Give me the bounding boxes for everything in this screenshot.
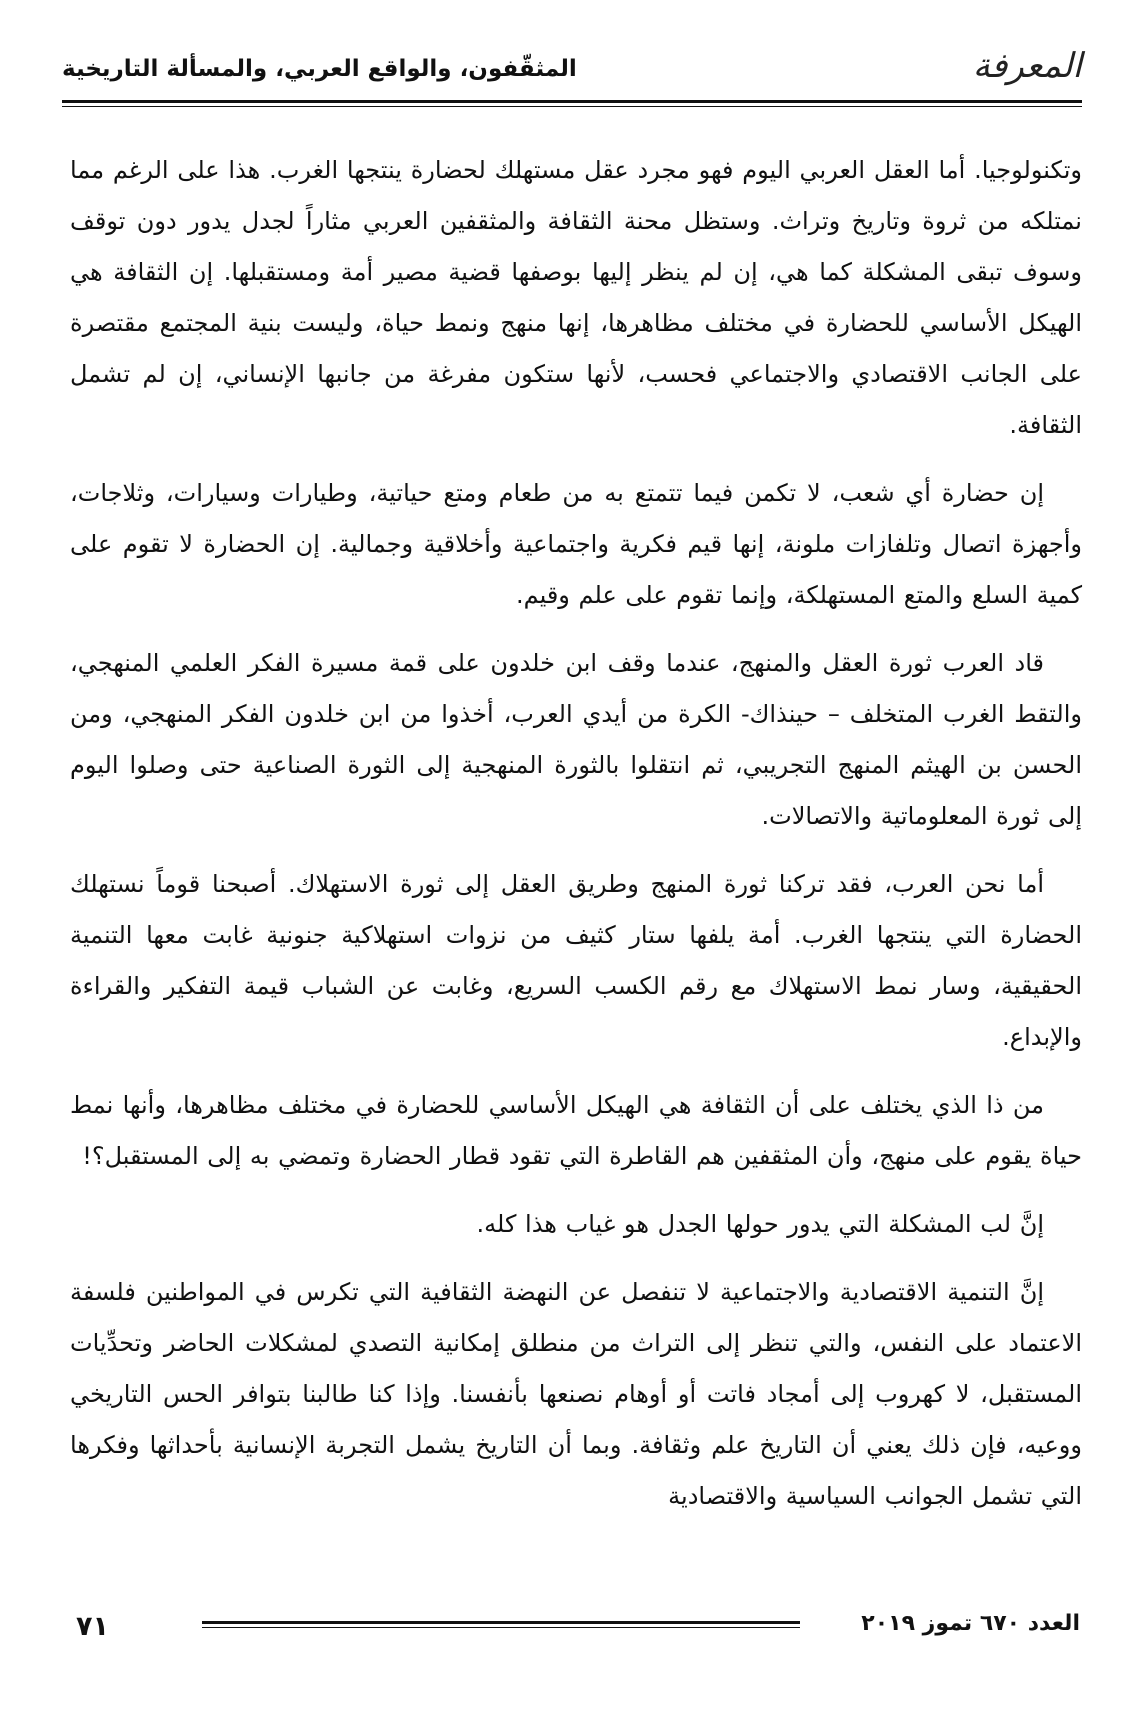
issue-info: العدد ٦٧٠ تموز ٢٠١٩ xyxy=(861,1611,1080,1636)
paragraph-4: أما نحن العرب، فقد تركنا ثورة المنهج وطريق العقل إلى ثورة الاستهلاك. أصبحنا قوماً نستهلك الحضارة التي ينتجها الغرب. أمة يلفها ستار كثيف من نزوات استهلاكية جنونية غابت معها التنمية الحقيقية، وسار نمط الاستهلاك مع رقم الكسب السريع، وغابت عن الشباب قيمة التفكير والقراءة والإبداع. xyxy=(70,870,1082,1051)
paragraph-1: وتكنولوجيا. أما العقل العربي اليوم فهو مجرد عقل مستهلك لحضارة ينتجها الغرب. هذا على الرغم مما نمتلكه من ثروة وتاريخ وتراث. وستظل محنة الثقافة والمثقفين العربي مثاراً لجدل يدور دون توقف وسوف تبقى المشكلة كما هي، إن لم ينظر إليها بوصفها قضية مصير أمة ومستقبلها. إن الثقافة هي الهيكل الأساسي للحضارة في مختلف مظاهرها، إنها منهج ونمط حياة، وليست بنية المجتمع مقتصرة على الجانب الاقتصادي والاجتماعي فحسب، لأنها ستكون مفرغة من جانبها الإنساني، إن لم تشمل الثقافة. xyxy=(70,156,1082,439)
paragraph-7: إنَّ التنمية الاقتصادية والاجتماعية لا تنفصل عن النهضة الثقافية التي تكرس في المواطنين فلسفة الاعتماد على النفس، والتي تنظر إلى التراث من منطلق إمكانية التصدي لمشكلات الحاضر وتحدِّيات المستقبل، لا كهروب إلى أمجاد فاتت أو أوهام نصنعها بأنفسنا. وإذا كنا طالبنا بتوافر الحس التاريخي ووعيه، فإن ذلك يعني أن التاريخ علم وثقافة. وبما أن التاريخ يشمل التجربة الإنسانية بأحداثها وفكرها التي تشمل الجوانب السياسية والاقتصادية xyxy=(70,1278,1082,1510)
page-number: ٧١ xyxy=(76,1611,109,1642)
paragraph-6: إنَّ لب المشكلة التي يدور حولها الجدل هو غياب هذا كله. xyxy=(476,1210,1044,1238)
paragraph-5: من ذا الذي يختلف على أن الثقافة هي الهيكل الأساسي للحضارة في مختلف مظاهرها، وأنها نمط حياة يقوم على منهج، وأن المثقفين هم القاطرة التي تقود قطار الحضارة وتمضي به إلى المستقبل؟! xyxy=(70,1091,1082,1170)
paragraph-2: إن حضارة أي شعب، لا تكمن فيما تتمتع به من طعام ومتع حياتية، وطيارات وسيارات، وثلاجات، وأجهزة اتصال وتلفازات ملونة، إنها قيم فكرية واجتماعية وأخلاقية وجمالية. إن الحضارة لا تقوم على كمية السلع والمتع المستهلكة، وإنما تقوم على علم وقيم. xyxy=(70,479,1082,609)
footer-divider xyxy=(202,1621,800,1628)
journal-logo: المعرفة xyxy=(972,46,1082,86)
article-body xyxy=(70,145,1082,1539)
paragraph-3: قاد العرب ثورة العقل والمنهج، عندما وقف ابن خلدون على قمة مسيرة الفكر العلمي المنهجي، والتقط الغرب المتخلف – حينذاك- الكرة من أيدي العرب، أخذوا من ابن خلدون الفكر المنهجي، ومن الحسن بن الهيثم المنهج التجريبي، ثم انتقلوا بالثورة المنهجية إلى الثورة الصناعية حتى وصلوا اليوم إلى ثورة المعلوماتية والاتصالات. xyxy=(70,649,1082,830)
article-title: المثقّفون، والواقع العربي، والمسألة التاريخية xyxy=(62,56,577,82)
header-divider xyxy=(62,100,1082,107)
page-header xyxy=(62,38,1082,98)
page-footer xyxy=(62,1605,1082,1645)
